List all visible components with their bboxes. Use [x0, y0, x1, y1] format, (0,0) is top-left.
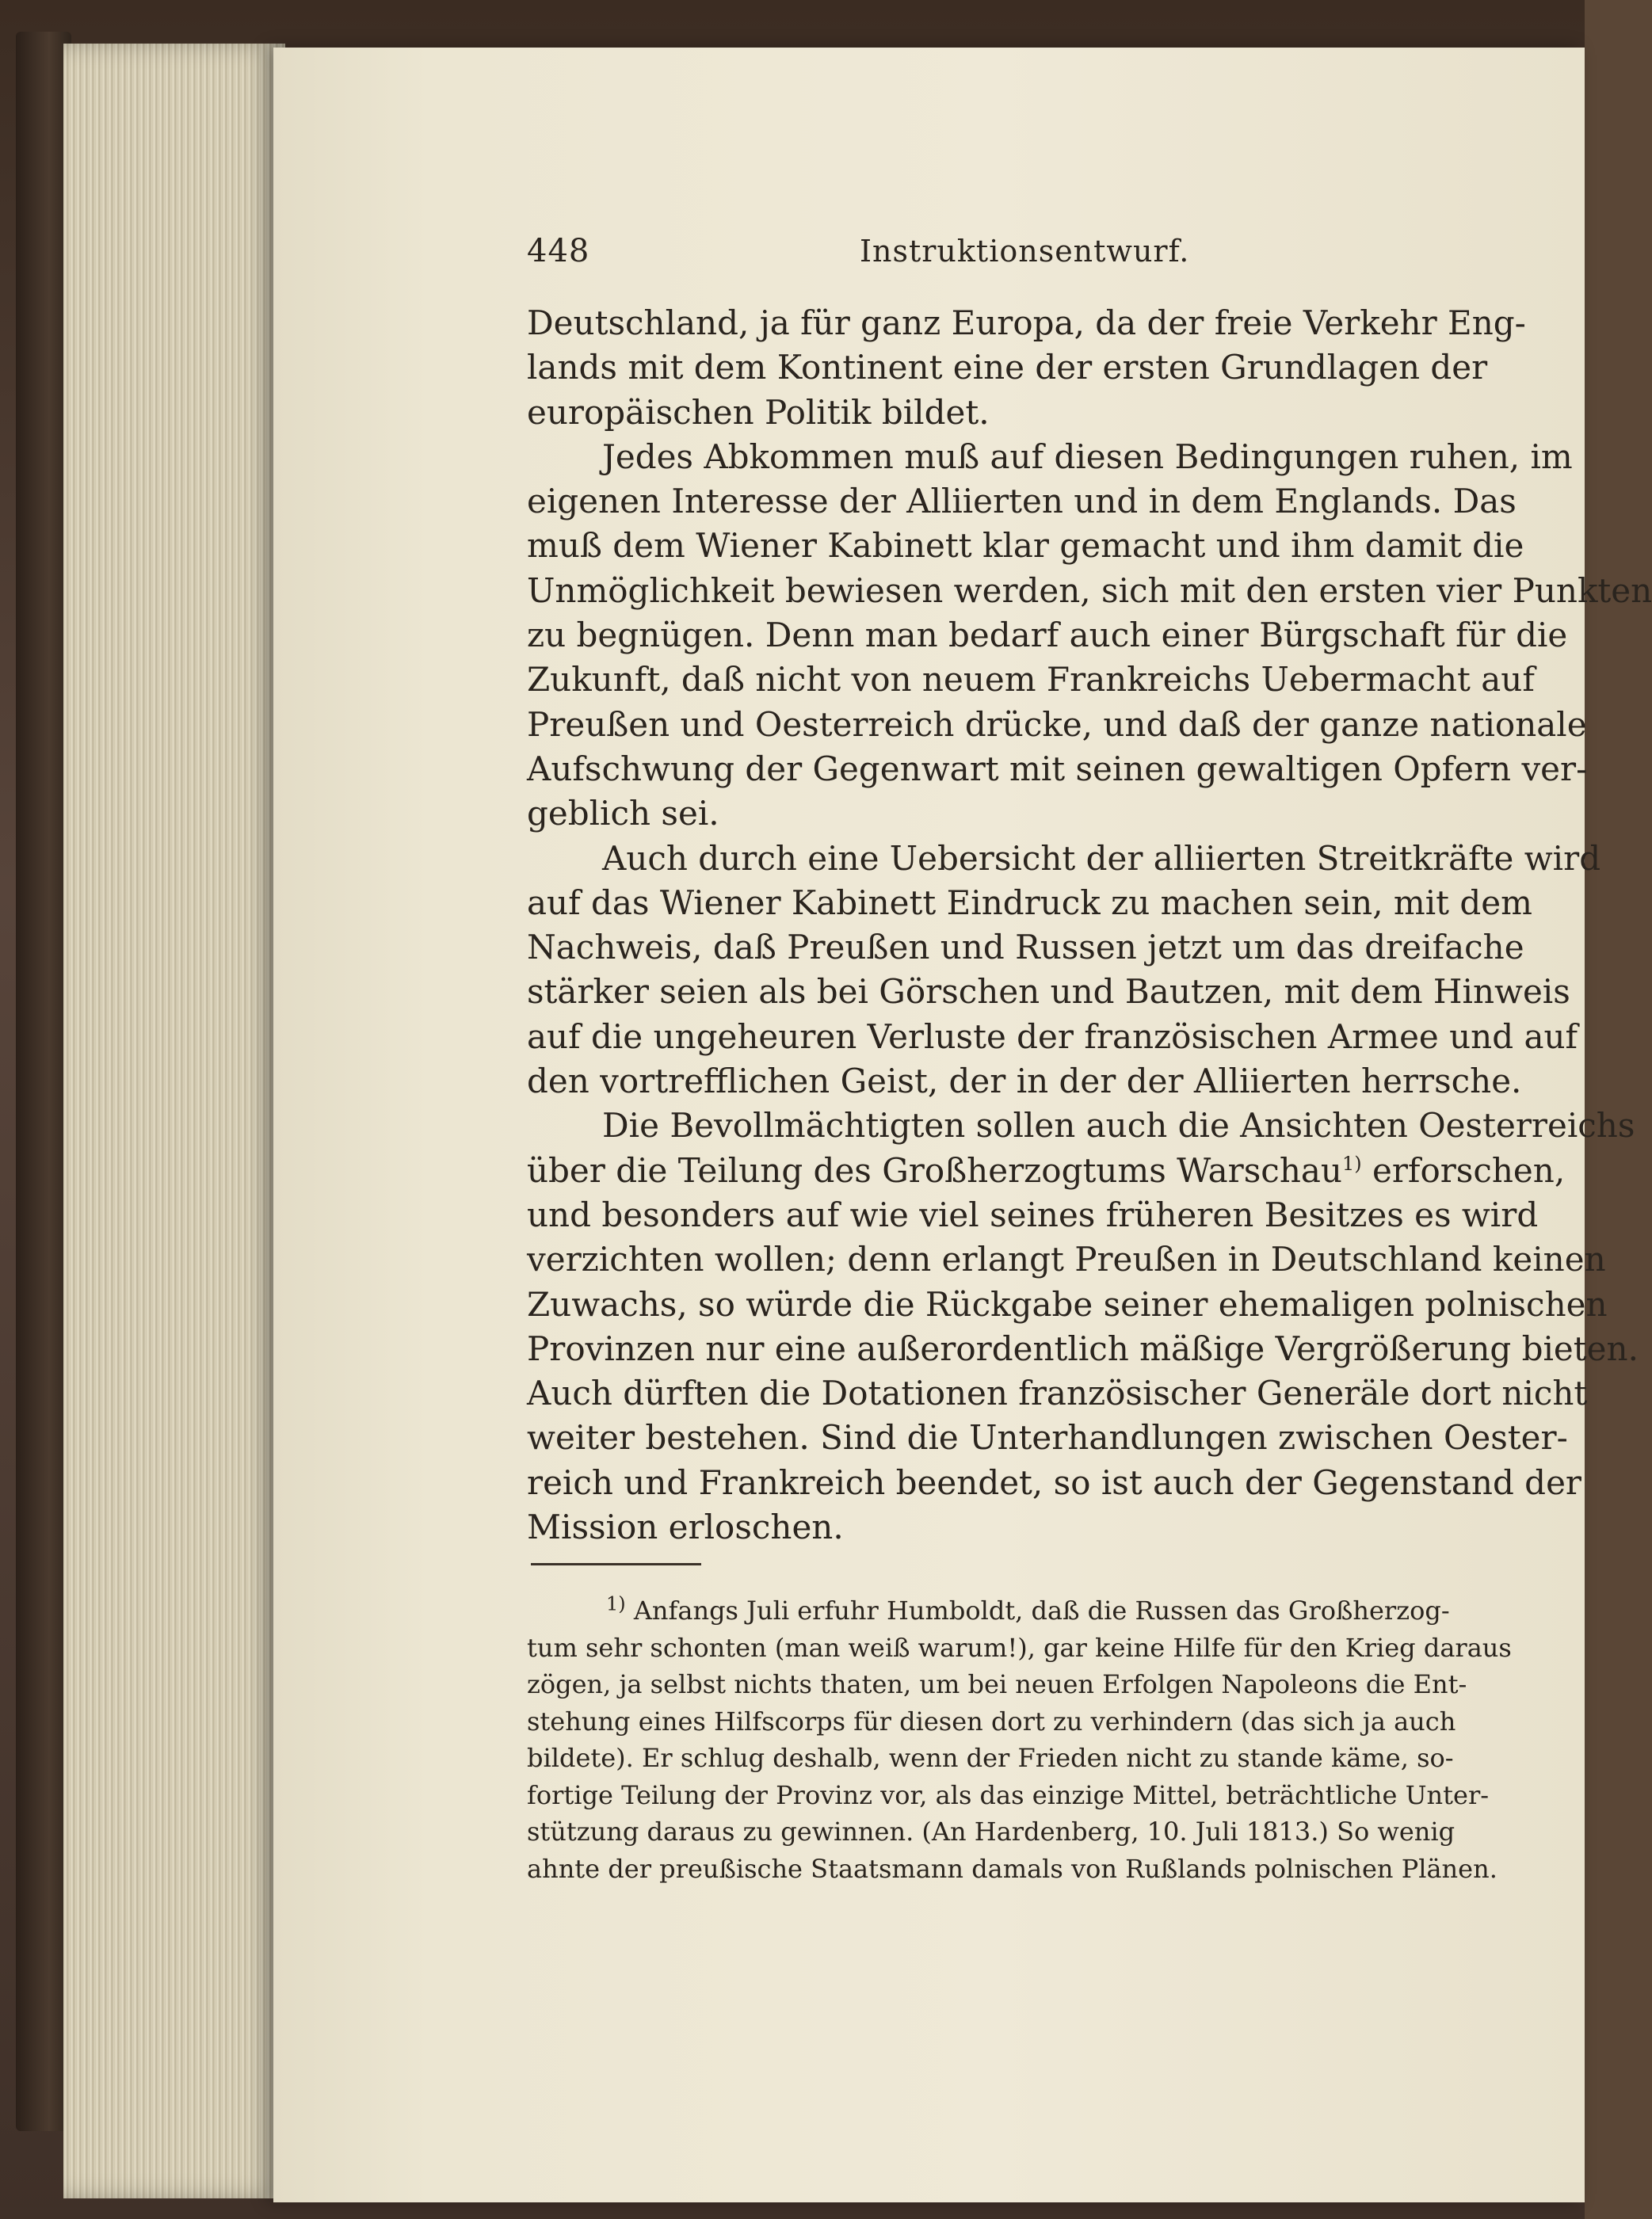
body-line: und besonders auf wie viel seines früheren Besitzes es wird — [527, 1195, 1539, 1234]
body-line: Nachweis, daß Preußen und Russen jetzt um das dreifache — [527, 928, 1524, 967]
body-line: Aufschwung der Gegenwart mit seinen gewaltigen Opfern ver- — [527, 749, 1588, 788]
body-line-tail: erforschen, — [1361, 1150, 1566, 1190]
footnote-line: zögen, ja selbst nichts thaten, um bei neuen Erfolgen Napoleons die Ent- — [527, 1669, 1467, 1699]
body-line: lands mit dem Kontinent eine der ersten Grundlagen der — [527, 348, 1488, 387]
page-number: 448 — [527, 233, 590, 269]
footnote — [527, 1592, 1512, 1887]
body-line: Auch dürften die Dotationen französischer Generäle dort nicht — [527, 1374, 1588, 1413]
footnote-line: bildete). Er schlug deshalb, wenn der Frieden nicht zu stande käme, so- — [527, 1743, 1454, 1773]
body-line: muß dem Wiener Kabinett klar gemacht und ihm damit die — [527, 526, 1524, 566]
body-line: Preußen und Oesterreich drücke, und daß der ganze nationale — [527, 704, 1587, 744]
body-text — [527, 301, 1652, 1550]
body-line: stärker seien als bei Görschen und Bautzen, mit dem Hinweis — [527, 972, 1570, 1012]
body-line: Die Bevollmächtigten sollen auch die Ansichten Oesterreichs — [602, 1106, 1635, 1146]
footnote-line: tum sehr schonten (man weiß warum!), gar keine Hilfe für den Krieg daraus — [527, 1632, 1512, 1663]
body-line: Deutschland, ja für ganz Europa, da der freie Verkehr Eng- — [527, 303, 1526, 342]
body-line: Zukunft, daß nicht von neuem Frankreichs Uebermacht auf — [527, 660, 1535, 700]
page-stack-edges — [63, 44, 285, 2198]
footnote-line-text: Anfangs Juli erfuhr Humboldt, daß die Russen das Großherzog- — [625, 1596, 1450, 1626]
running-head: Instruktionsentwurf. — [860, 234, 1190, 269]
body-line: weiter bestehen. Sind die Unterhandlungen zwischen Oester- — [527, 1418, 1568, 1458]
footnote-rule — [531, 1563, 701, 1565]
body-line: Unmöglichkeit bewiesen werden, sich mit den ersten vier Punkten — [527, 570, 1652, 610]
footnote-marker: 1) — [606, 1592, 626, 1615]
footnote-line: fortige Teilung der Provinz vor, als das einzige Mittel, beträchtliche Unter- — [527, 1779, 1490, 1810]
body-line: Jedes Abkommen muß auf diesen Bedingungen ruhen, im — [602, 437, 1573, 476]
body-line: reich und Frankreich beendet, so ist auch der Gegenstand der — [527, 1462, 1581, 1502]
body-line: den vortrefflichen Geist, der in der der Alliierten herrsche. — [527, 1062, 1522, 1101]
body-line: Mission erloschen. — [527, 1508, 844, 1547]
body-line: Provinzen nur eine außerordentlich mäßige Vergrößerung bieten. — [527, 1329, 1639, 1368]
body-line: geblich sei. — [527, 794, 719, 833]
body-line: auf die ungeheuren Verluste der französischen Armee und auf — [527, 1016, 1578, 1056]
body-line: Zuwachs, so würde die Rückgabe seiner ehemaligen polnischen — [527, 1284, 1608, 1324]
footnote-line: stehung eines Hilfscorps für diesen dort zu verhindern (das sich ja auch — [527, 1706, 1456, 1737]
body-line: europäischen Politik bildet. — [527, 392, 990, 432]
body-line: Auch durch eine Uebersicht der alliierten Streitkräfte wird — [602, 838, 1601, 878]
footnote-line: stützung daraus zu gewinnen. (An Hardenberg, 10. Juli 1813.) So wenig — [527, 1817, 1456, 1847]
page-header — [527, 231, 1446, 271]
body-line: eigenen Interesse der Alliierten und in dem Englands. Das — [527, 482, 1517, 521]
body-line: auf das Wiener Kabinett Eindruck zu machen sein, mit dem — [527, 883, 1532, 922]
footnote-line: ahnte der preußische Staatsmann damals von Rußlands polnischen Plänen. — [527, 1853, 1497, 1884]
body-line-text: über die Teilung des Großherzogtums Warschau — [527, 1150, 1342, 1190]
body-line — [527, 1149, 1566, 1193]
body-line: zu begnügen. Denn man bedarf auch einer Bürgschaft für die — [527, 616, 1568, 655]
footnote-reference: 1) — [1341, 1152, 1362, 1175]
body-line: verzichten wollen; denn erlangt Preußen in Deutschland keinen — [527, 1240, 1606, 1279]
footnote-line — [527, 1592, 1450, 1630]
